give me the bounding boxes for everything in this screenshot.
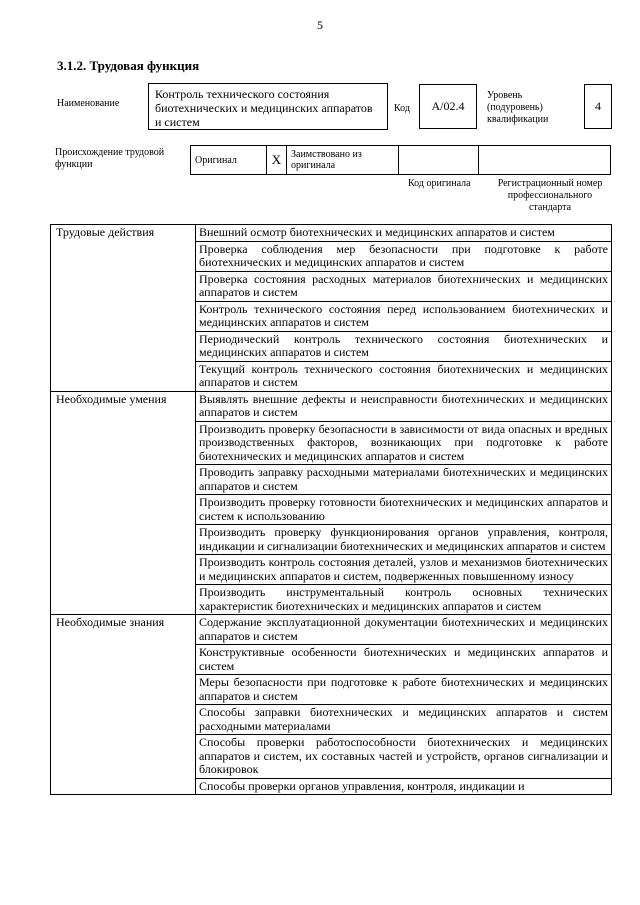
code-of-original-label: Код оригинала bbox=[408, 178, 471, 189]
level-field: 4 bbox=[584, 84, 612, 129]
item-cell: Конструктивные особенности биотехнических и медицинских аппаратов и систем bbox=[196, 645, 612, 675]
level-label: Уровень (подуровень) квалификации bbox=[487, 90, 549, 125]
category-cell: Трудовые действия bbox=[51, 225, 196, 392]
item-cell: Текущий контроль технического состояния биотехнических и медицинских аппаратов и систем bbox=[196, 361, 612, 391]
code-field: A/02.4 bbox=[419, 84, 477, 129]
item-cell: Контроль технического состояния перед использованием биотехнических и медицинских аппаратов и систем bbox=[196, 301, 612, 331]
origin-label: Происхождение трудовой функции bbox=[55, 147, 165, 170]
table-row bbox=[51, 615, 612, 645]
reg-number-label: Регистрационный номер профессионального стандарта bbox=[497, 178, 603, 213]
item-cell: Выявлять внешние дефекты и неисправности биотехнических и медицинских аппаратов и систем bbox=[196, 391, 612, 421]
name-label: Наименование bbox=[57, 98, 120, 109]
section-title: 3.1.2. Трудовая функция bbox=[57, 58, 200, 73]
item-cell: Способы проверки работоспособности биотехнических и медицинских аппаратов и систем, их составных частей и устройств, органов сигнализации и блокировок bbox=[196, 735, 612, 779]
table-row bbox=[51, 391, 612, 421]
code-of-original-cell bbox=[399, 146, 479, 175]
item-cell: Способы проверки органов управления, контроля, индикации и bbox=[196, 778, 612, 795]
borrowed-cell: Заимствовано из оригинала bbox=[287, 146, 399, 175]
item-cell: Проверка состояния расходных материалов биотехнических и медицинских аппаратов и систем bbox=[196, 271, 612, 301]
item-cell: Производить проверку готовности биотехнических и медицинских аппаратов и систем к использованию bbox=[196, 495, 612, 525]
code-label: Код bbox=[394, 103, 410, 114]
item-cell: Периодический контроль технического состояния биотехнических и медицинских аппаратов и систем bbox=[196, 331, 612, 361]
table-row bbox=[51, 225, 612, 242]
original-cell: Оригинал bbox=[191, 146, 267, 175]
original-mark: X bbox=[267, 146, 287, 175]
item-cell: Производить проверку безопасности в зависимости от вида опасных и вредных производственных факторов, возникающих при подготовке к работе биотехнических и медицинских аппаратов и систем bbox=[196, 421, 612, 465]
item-cell: Способы заправки биотехнических и медицинских аппаратов и систем расходными материалами bbox=[196, 705, 612, 735]
category-cell: Необходимые умения bbox=[51, 391, 196, 615]
item-cell: Производить контроль состояния деталей, узлов и механизмов биотехнических и медицинских аппаратов и систем, подверженных повышенному износу bbox=[196, 555, 612, 585]
origin-table bbox=[190, 145, 611, 175]
item-cell: Внешний осмотр биотехнических и медицинских аппаратов и систем bbox=[196, 225, 612, 242]
item-cell: Производить проверку функционирования органов управления, контроля, индикации и сигнализации биотехнических и медицинских аппаратов и систем bbox=[196, 525, 612, 555]
function-details-table bbox=[50, 224, 612, 795]
category-cell: Необходимые знания bbox=[51, 615, 196, 795]
reg-number-cell bbox=[479, 146, 611, 175]
page-number: 5 bbox=[317, 18, 323, 32]
item-cell: Производить инструментальный контроль основных технических характеристик биотехнических и медицинских аппаратов и систем bbox=[196, 585, 612, 615]
item-cell: Содержание эксплуатационной документации биотехнических и медицинских аппаратов и систем bbox=[196, 615, 612, 645]
item-cell: Проверка соблюдения мер безопасности при подготовке к работе биотехнических и медицинских аппаратов и систем bbox=[196, 241, 612, 271]
item-cell: Проводить заправку расходными материалами биотехнических и медицинских аппаратов и систем bbox=[196, 465, 612, 495]
function-name-field: Контроль технического состояния биотехнических и медицинских аппаратов и систем bbox=[148, 83, 388, 130]
item-cell: Меры безопасности при подготовке к работе биотехнических и медицинских аппаратов и систем bbox=[196, 675, 612, 705]
